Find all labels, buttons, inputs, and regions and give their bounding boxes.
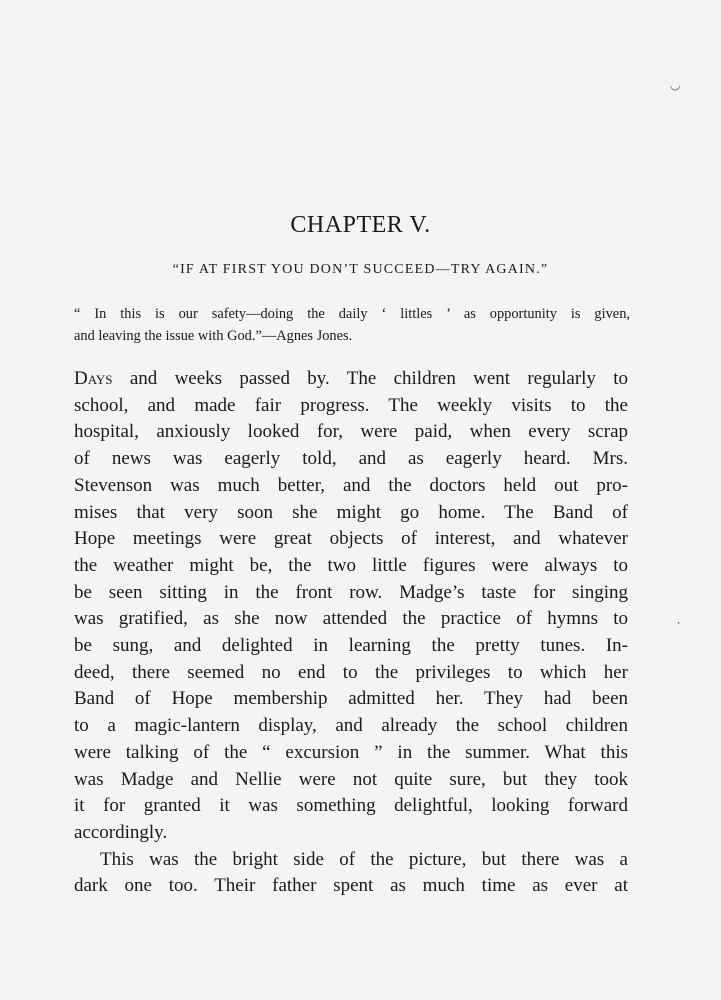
body-line: was Madge and Nellie were not quite sure, but they took <box>74 768 628 790</box>
body-line: deed, there seemed no end to the privileges to which her <box>74 661 628 683</box>
body-line: be sung, and delighted in learning the pretty tunes. In- <box>74 635 628 657</box>
chapter-title: CHAPTER V. <box>290 212 431 238</box>
body-line: to a magic-lantern display, and already the school children <box>74 715 628 737</box>
body-line: were talking of the “ excursion ” in the summer. What this <box>74 741 628 763</box>
first-word: Days <box>74 368 113 389</box>
body-line: mises that very soon she might go home. The Band of <box>74 501 628 523</box>
body-line: Hope meetings were great objects of interest, and whatever <box>74 528 628 550</box>
body-line: accordingly. <box>74 821 168 843</box>
epigraph <box>74 303 630 347</box>
body-line: the weather might be, the two little figures were always to <box>74 554 628 576</box>
epigraph-line: and leaving the issue with God.”—Agnes Jones. <box>74 328 353 344</box>
body-line <box>74 366 628 393</box>
body-line: Band of Hope membership admitted her. They had been <box>74 688 628 710</box>
body-line: be seen sitting in the front row. Madge’s taste for singing <box>74 581 628 603</box>
body-line: was gratified, as she now attended the practice of hymns to <box>74 608 628 630</box>
epigraph-line: “ In this is our safety—doing the daily ‘ littles ’ as opportunity is given, <box>74 306 630 322</box>
body-line: of news was eagerly told, and as eagerly heard. Mrs. <box>74 448 628 470</box>
body-line: dark one too. Their father spent as much time as ever at <box>74 875 628 897</box>
body-line: hospital, anxiously looked for, were paid, when every scrap <box>74 421 628 443</box>
body-line: This was the bright side of the picture, but there was a <box>100 848 628 870</box>
body-line: school, and made fair progress. The weekly visits to the <box>74 394 628 416</box>
body-line: it for granted it was something delightful, looking forward <box>74 795 628 817</box>
body-text <box>74 366 628 900</box>
page-speck: ⸳ <box>677 614 681 628</box>
page-speck: ◡ <box>670 78 681 92</box>
body-line: Stevenson was much better, and the doctors held out pro- <box>74 474 628 496</box>
body-line-text: and weeks passed by. The children went regularly to <box>112 368 628 389</box>
chapter-subtitle: “IF AT FIRST YOU DON’T SUCCEED—TRY AGAIN.” <box>172 262 549 277</box>
